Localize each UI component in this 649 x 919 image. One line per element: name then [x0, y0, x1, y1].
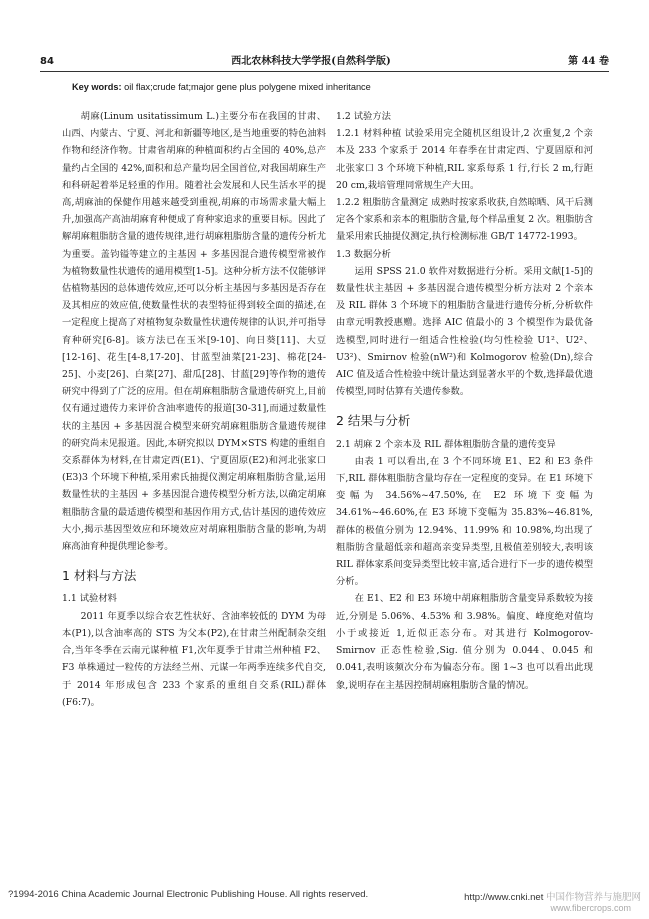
section-1-heading: 1 材料与方法 [62, 568, 137, 584]
intro-paragraph: 胡麻(Linum usitatissimum L.)主要分布在我国的甘肃、山西、内蒙古、宁夏、河北和新疆等地区,是当地重要的特色油料作物和经济作物。甘肃省胡麻的种植面积约占全国的 40%,总产量约占全国的 42%,面积和总产量均居全国首位,对我国胡麻生产和科研起着举足轻重的作用。随着社会发展和人民生活水平的提高,胡麻油的保健作用越来越受到重视,胡麻的市场需求量大幅上升,加强高产高油胡麻育种便成了育种家追求的重要目标。因此了解胡麻粗脂肪含量的遗传规律,进行胡麻粗脂肪含量的遗传分析尤为重要。盖钧镒等建立的主基因 + 多基因混合遗传模型常被作为植物数量性状遗传的通用模型[1-5]。这种分析方法不仅能够评估植物基因的总体遗传效应,还可以分析主基因与多基因是否存在及其相应的效应值,使数量性状的表型特征得到较全面的描述,在一定程度上提高了对植物复杂数量性状遗传规律的认识,并可指导育种研究[6-8]。该方法已在玉米[9-10]、向日葵[11]、大豆[12-16]、花生[4-8,17-20]、甘蓝型油菜[21-23]、棉花[24-25]、小麦[26]、白菜[27]、甜瓜[28]、甘蓝[29]等作物的遗传研究中得到了广泛的应用。但在胡麻粗脂肪含量遗传研究上,目前仅有通过遗传力来评价含油率遗传的报道[30-31],而通过数量性状的主基因 + 多基因混合模型来研究胡麻粗脂肪含量遗传规律的研究尚未见报道。因此,本研究拟以 DYM×STS 构建的重组自交系群体为材料,在甘肃定西(E1)、宁夏固原(E2)和河北张家口(E3)3 个环境下种植,采用索氏抽提仪测定胡麻粗脂肪含量,运用数量性状的主基因 + 多基因混合遗传模型分析方法,以确定胡麻粗脂肪含量的最适遗传模型和基因作用方式,估计基因的遗传效应大小,揭示基因型效应和环境效应对胡麻粗脂肪含量的影响,为胡麻高油育种提供理论参考。 [62, 111, 326, 553]
watermark-text: 中国作物营养与施肥网 [545, 892, 641, 903]
watermark-url: www.fibercrops.com [550, 903, 631, 913]
subsection-1-3-heading: 1.3 数据分析 [336, 248, 391, 260]
subsection-2-1-heading: 2.1 胡麻 2 个亲本及 RIL 群体粗脂肪含量的遗传变异 [336, 438, 556, 450]
subsection-1-2-1-text [336, 125, 593, 194]
page-number: 84 [40, 56, 54, 67]
volume-label: 第 44 卷 [568, 56, 609, 67]
keywords-line [72, 82, 609, 92]
subsection-1-2-heading: 1.2 试验方法 [336, 111, 391, 122]
subsection-1-2-2-body: 成熟时按家系收获,自然晾晒、风干后测定各个家系和亲本的粗脂肪含量,每个样品重复 2 次。粗脂肪含量采用索氏抽提仪测定,执行检测标准 GB/T 14772-1993。 [336, 197, 593, 243]
subsection-1-2-1-body: 试验采用完全随机区组设计,2 次重复,2 个亲本及 233 个家系于 2014 年春季在甘肃定西、宁夏固原和河北张家口 3 个环境下种植,RIL 家系每系 1 行,行长 2 m,行距 20 cm,栽培管理同常规生产大田。 [336, 128, 593, 191]
left-column [62, 108, 326, 711]
copyright-notice: ?1994-2016 China Academic Journal Electronic Publishing House. All rights reserved. [8, 889, 369, 900]
cnki-url[interactable]: http://www.cnki.net [464, 892, 544, 903]
subsection-2-1-paragraph-2: 在 E1、E2 和 E3 环境中胡麻粗脂肪含量变异系数较为接近,分别是 5.06%、4.53% 和 3.98%。偏度、峰度绝对值均小于或接近 1,近似正态分布。对其进行 Kolmogorov-Smirnov 正态性检验,Sig. 值分别为 0.044、0.045 和 0.041,表明该频次分布为偏态分布。图 1~3 也可以看出此现象,说明存在主基因控制胡麻粗脂肪含量的情况。 [336, 593, 593, 691]
section-2-heading: 2 结果与分析 [336, 413, 411, 429]
subsection-1-3-text: 运用 SPSS 21.0 软件对数据进行分析。采用文献[1-5]的数量性状主基因 + 多基因混合遗传模型分析方法对 2 个亲本及 RIL 群体 3 个环境下的粗脂肪含量进行遗传分析,分析软件由章元明教授惠赠。选择 AIC 值最小的 3 个模型作为最优备选模型,同时进行一组适合性检验(均匀性检验 U1²、U2²、U3²)、Smirnov 检验(nW²)和 Kolmogorov 检验(Dn),综合 AIC 值及适合性检验中统计量达到显著水平的个数,选择最优遗传模型,同时估算有关遗传参数。 [336, 265, 593, 398]
keywords-text: oil flax;crude fat;major gene plus polygene mixed inheritance [124, 82, 371, 92]
subsection-1-1-heading: 1.1 试验材料 [62, 593, 117, 605]
subsection-1-2-2-text [336, 194, 593, 246]
keywords-label: Key words: [72, 82, 122, 92]
subsection-1-1-text: 2011 年夏季以综合农艺性状好、含油率较低的 DYM 为母本(P1),以含油率高的 STS 为父本(P2),在甘肃兰州配制杂交组合,当年冬季在云南元谋种植 F1,次年夏季于甘肃兰州种植 F2、F3 单株通过一粒传的方法经兰州、元谋一年两季连续多代自交,于 2014 年形成包含 233 个家系的重组自交系(RIL)群体(F6:7)。 [62, 610, 326, 708]
subsection-1-2-2-heading: 1.2.2 粗脂肪含量测定 [336, 197, 429, 209]
subsection-2-1-paragraph-1: 由表 1 可以看出,在 3 个不同环境 E1、E2 和 E3 条件下,RIL 群体粗脂肪含量均存在一定程度的变异。在 E1 环境下变幅为 34.56%~47.50%,在 E2 环境下变幅为 34.61%~46.60%,在 E3 环境下变幅为 35.83%~46.81%,群体的极值分别为 12.94%、11.99% 和 10.98%,均出现了粗脂肪含量超低亲和超高亲变异类型,且极值差别较大,表明该 RIL 群体家系间变异类型比较丰富,适合进行下一步的遗传模型分析。 [336, 455, 593, 588]
page-footer [8, 889, 641, 903]
subsection-1-2-1-heading: 1.2.1 材料种植 [336, 128, 402, 140]
journal-title: 西北农林科技大学学报(自然科学版) [231, 56, 391, 67]
right-column [336, 108, 593, 694]
page-header [40, 52, 609, 72]
